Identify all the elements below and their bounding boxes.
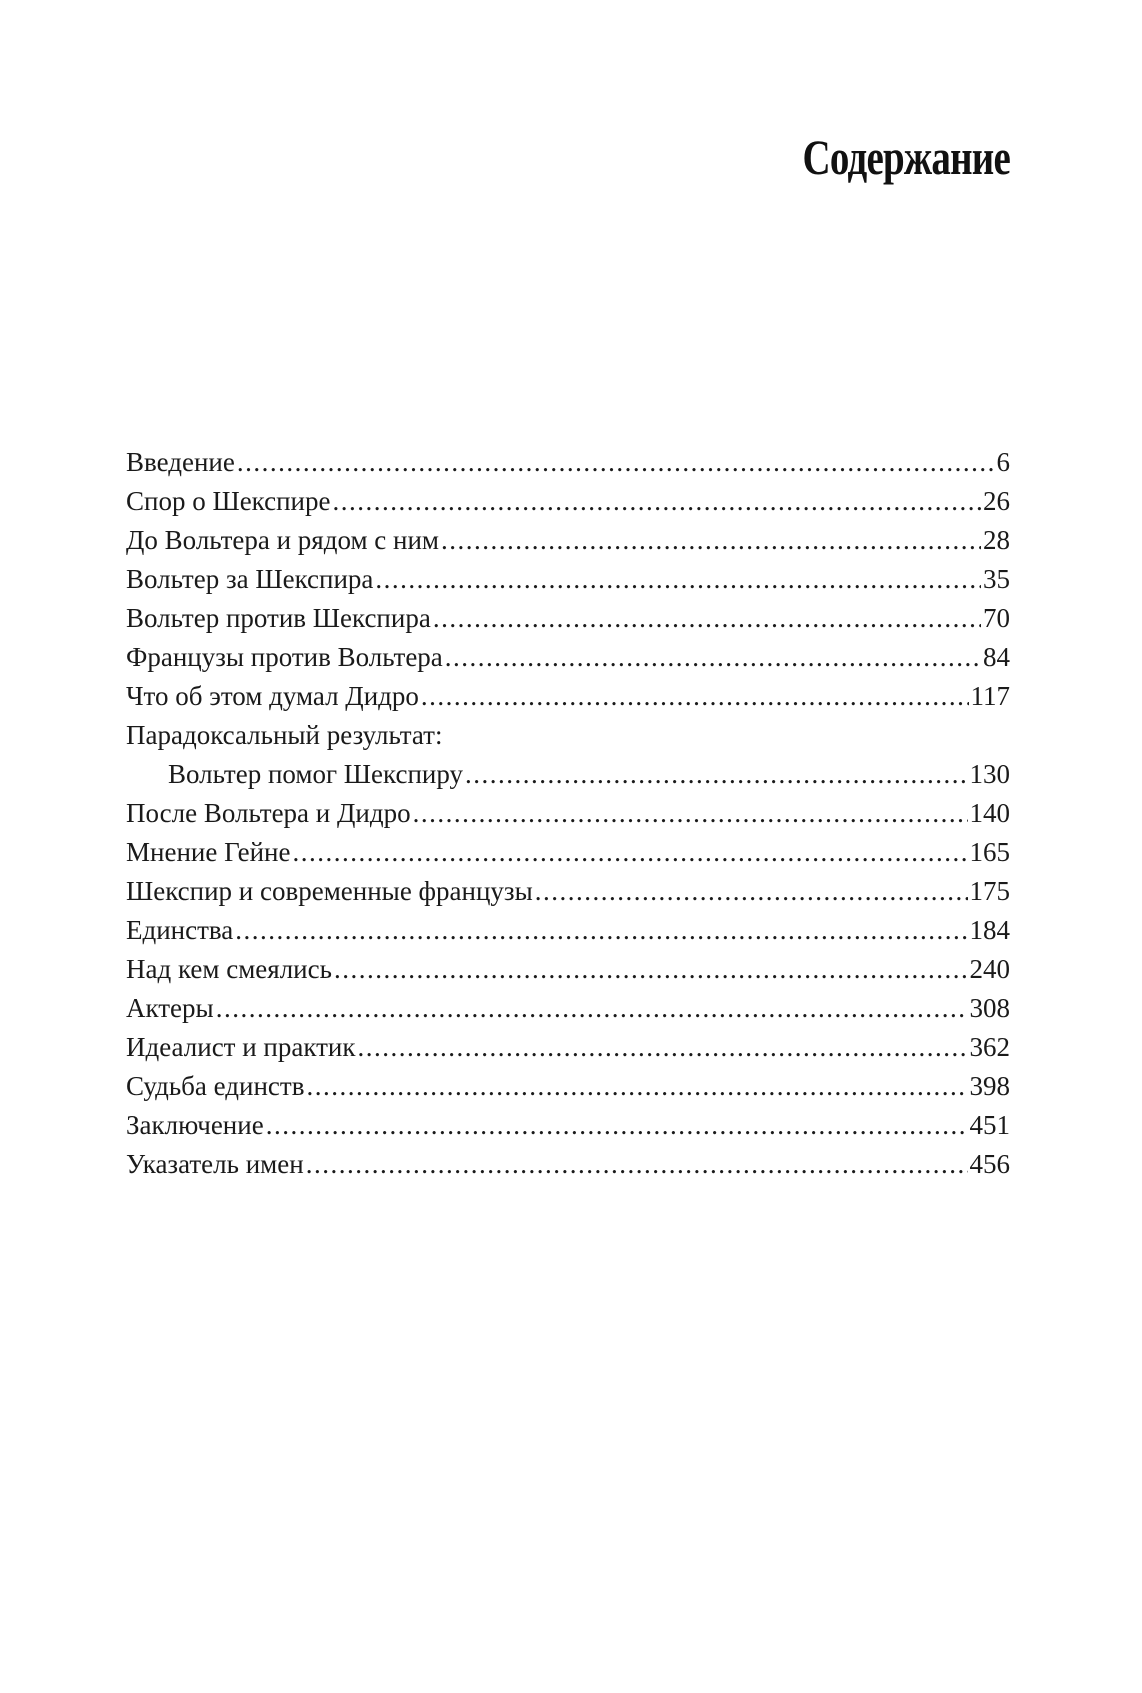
toc-entry-page: 28 — [983, 525, 1010, 555]
dot-leader — [306, 1145, 968, 1184]
toc-entry-title: Идеалист и практик — [126, 1032, 356, 1062]
toc-entry[interactable] — [126, 560, 1010, 599]
toc-entry[interactable] — [126, 1145, 1010, 1184]
dot-leader — [358, 1028, 968, 1067]
dot-leader — [293, 833, 968, 872]
toc-entry-title: Над кем смеялись — [126, 954, 332, 984]
toc-entry-title: Указатель имен — [126, 1149, 304, 1179]
toc-entry-title: Французы против Вольтера — [126, 642, 443, 672]
dot-leader — [266, 1106, 968, 1145]
toc-entry-title: Вольтер помог Шекспиру — [168, 759, 463, 789]
toc-entry-continuation[interactable] — [126, 755, 1010, 794]
toc-entry-heading-line[interactable] — [126, 716, 1010, 755]
dot-leader — [375, 560, 981, 599]
dot-leader — [333, 482, 982, 521]
toc-entry-page: 451 — [969, 1110, 1010, 1140]
table-of-contents — [126, 443, 1010, 1184]
toc-entry[interactable] — [126, 443, 1010, 482]
dot-leader — [334, 950, 968, 989]
toc-entry-page: 35 — [983, 564, 1010, 594]
toc-entry-page: 6 — [996, 447, 1010, 477]
toc-entry-page: 70 — [983, 603, 1010, 633]
toc-entry-title: Заключение — [126, 1110, 264, 1140]
toc-entry-title: Что об этом думал Дидро — [126, 681, 419, 711]
toc-entry-page: 240 — [969, 954, 1010, 984]
toc-entry[interactable] — [126, 482, 1010, 521]
toc-entry[interactable] — [126, 638, 1010, 677]
toc-entry[interactable] — [126, 599, 1010, 638]
toc-entry[interactable] — [126, 1106, 1010, 1145]
toc-entry-title: После Вольтера и Дидро — [126, 798, 411, 828]
dot-leader — [235, 911, 967, 950]
toc-entry[interactable] — [126, 950, 1010, 989]
toc-entry-title: Парадоксальный результат: — [126, 720, 443, 750]
toc-entry-page: 165 — [969, 837, 1010, 867]
toc-entry[interactable] — [126, 1028, 1010, 1067]
toc-entry-page: 362 — [969, 1032, 1010, 1062]
dot-leader — [237, 443, 995, 482]
toc-entry[interactable] — [126, 677, 1010, 716]
toc-entry[interactable] — [126, 794, 1010, 833]
toc-entry-title: Вольтер за Шекспира — [126, 564, 374, 594]
toc-entry[interactable] — [126, 911, 1010, 950]
toc-entry[interactable] — [126, 1067, 1010, 1106]
toc-entry-page: 84 — [983, 642, 1010, 672]
toc-entry[interactable] — [126, 872, 1010, 911]
dot-leader — [465, 755, 968, 794]
toc-entry-title: Мнение Гейне — [126, 837, 291, 867]
toc-entry-page: 130 — [969, 759, 1010, 789]
toc-entry-page: 184 — [969, 915, 1010, 945]
toc-entry[interactable] — [126, 521, 1010, 560]
toc-entry-title: Спор о Шекспире — [126, 486, 331, 516]
toc-entry-page: 398 — [969, 1071, 1010, 1101]
dot-leader — [535, 872, 968, 911]
toc-entry-page: 26 — [983, 486, 1010, 516]
toc-entry-title: Судьба единств — [126, 1071, 305, 1101]
dot-leader — [445, 638, 981, 677]
dot-leader — [433, 599, 981, 638]
dot-leader — [421, 677, 969, 716]
toc-entry-page: 117 — [970, 681, 1010, 711]
toc-entry-page: 140 — [969, 798, 1010, 828]
toc-entry[interactable] — [126, 989, 1010, 1028]
toc-entry-title: Шекспир и современные французы — [126, 876, 533, 906]
toc-entry[interactable] — [126, 833, 1010, 872]
toc-entry-title: Единства — [126, 915, 234, 945]
dot-leader — [413, 794, 968, 833]
page-title: Содержание — [802, 129, 1010, 185]
toc-entry-title: Актеры — [126, 993, 214, 1023]
dot-leader — [306, 1067, 967, 1106]
toc-entry-page: 308 — [969, 993, 1010, 1023]
toc-entry-page: 456 — [969, 1149, 1010, 1179]
toc-entry-title: Введение — [126, 447, 235, 477]
toc-entry-page: 175 — [969, 876, 1010, 906]
toc-entry-title: До Вольтера и рядом с ним — [126, 525, 439, 555]
dot-leader — [441, 521, 981, 560]
toc-entry-title: Вольтер против Шекспира — [126, 603, 431, 633]
dot-leader — [216, 989, 968, 1028]
